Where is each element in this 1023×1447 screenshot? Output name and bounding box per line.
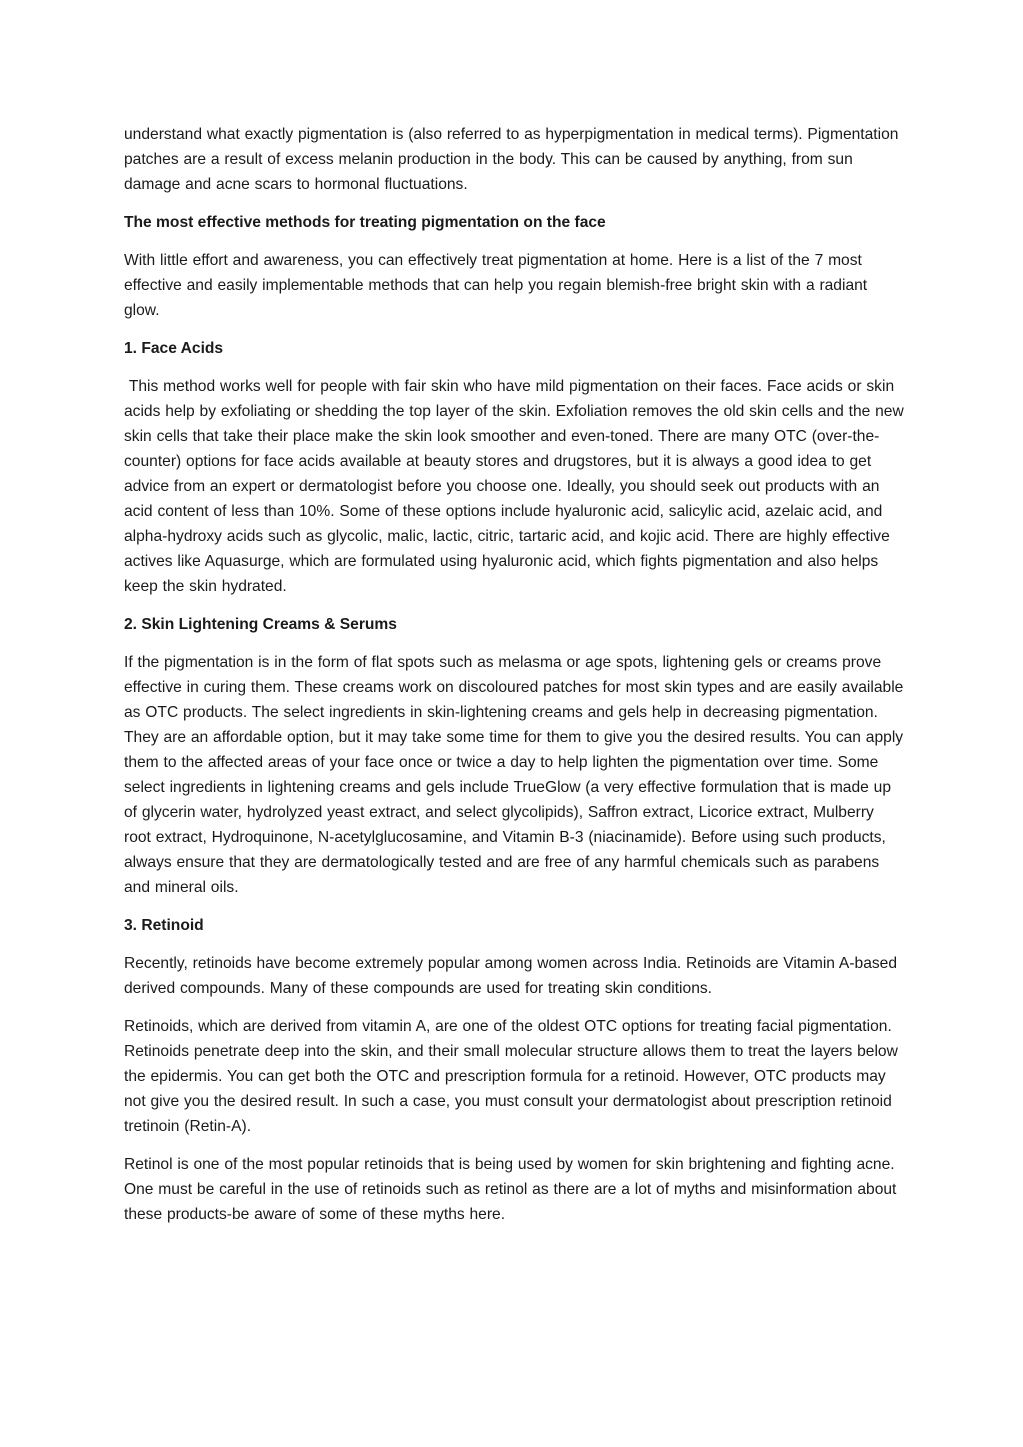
section-body-retinoid-1: Recently, retinoids have become extremely popular among women across India. Retinoids are Vitamin A-based derived compounds. Many of these compounds are used for treating skin conditions. <box>124 955 898 997</box>
section-heading-face-acids: 1. Face Acids <box>124 340 224 357</box>
section-body-retinoid-3: Retinol is one of the most popular retinoids that is being used by women for skin brightening and fighting acne. One must be careful in the use of retinoids such as retinol as there are a lot of myths and misinformation about these products-be aware of some of these myths here. <box>124 1156 897 1223</box>
section-body-lightening-creams: If the pigmentation is in the form of flat spots such as melasma or age spots, lightening gels or creams prove effective in curing them. These creams work on discoloured patches for most skin types and are easily available as OTC products. The select ingredients in skin-lightening creams and gels help in decreasing pigmentation. They are an affordable option, but it may take some time for them to give you the desired results. You can apply them to the affected areas of your face once or twice a day to help lighten the pigmentation over time. Some select ingredients in lightening creams and gels include TrueGlow (a very effective formulation that is made up of glycerin water, hydrolyzed yeast extract, and select glycolipids), Saffron extract, Licorice extract, Mulberry root extract, Hydroquinone, N-acetylglucosamine, and Vitamin B-3 (niacinamide). Before using such products, always ensure that they are dermatologically tested and are free of any harmful chemicals such as parabens and mineral oils. <box>124 654 904 896</box>
section-heading-retinoid: 3. Retinoid <box>124 917 204 934</box>
main-heading: The most effective methods for treating pigmentation on the face <box>124 214 606 231</box>
section-body-retinoid-2: Retinoids, which are derived from vitamin A, are one of the oldest OTC options for treating facial pigmentation. Retinoids penetrate deep into the skin, and their small molecular structure allows them to treat the layers below the epidermis. You can get both the OTC and prescription formula for a retinoid. However, OTC products may not give you the desired result. In such a case, you must consult your dermatologist about prescription retinoid tretinoin (Retin-A). <box>124 1018 898 1135</box>
document-page <box>124 122 909 1240</box>
section-heading-lightening-creams: 2. Skin Lightening Creams & Serums <box>124 616 397 633</box>
intro-paragraph: understand what exactly pigmentation is (also referred to as hyperpigmentation in medical terms). Pigmentation patches are a result of excess melanin production in the body. This can be caused by anything, from sun damage and acne scars to hormonal fluctuations. <box>124 126 899 193</box>
methods-intro-paragraph: With little effort and awareness, you can effectively treat pigmentation at home. Here is a list of the 7 most effective and easily implementable methods that can help you regain blemish-free bright skin with a radiant glow. <box>124 252 868 319</box>
section-body-face-acids: This method works well for people with fair skin who have mild pigmentation on their faces. Face acids or skin acids help by exfoliating or shedding the top layer of the skin. Exfoliation removes the old skin cells and the new skin cells that take their place make the skin look smoother and even-toned. There are many OTC (over-the-counter) options for face acids available at beauty stores and drugstores, but it is always a good idea to get advice from an expert or dermatologist before you choose one. Ideally, you should seek out products with an acid content of less than 10%. Some of these options include hyaluronic acid, salicylic acid, azelaic acid, and alpha-hydroxy acids such as glycolic, malic, lactic, citric, tartaric acid, and kojic acid. There are highly effective actives like Aquasurge, which are formulated using hyaluronic acid, which fights pigmentation and also helps keep the skin hydrated. <box>124 378 909 595</box>
